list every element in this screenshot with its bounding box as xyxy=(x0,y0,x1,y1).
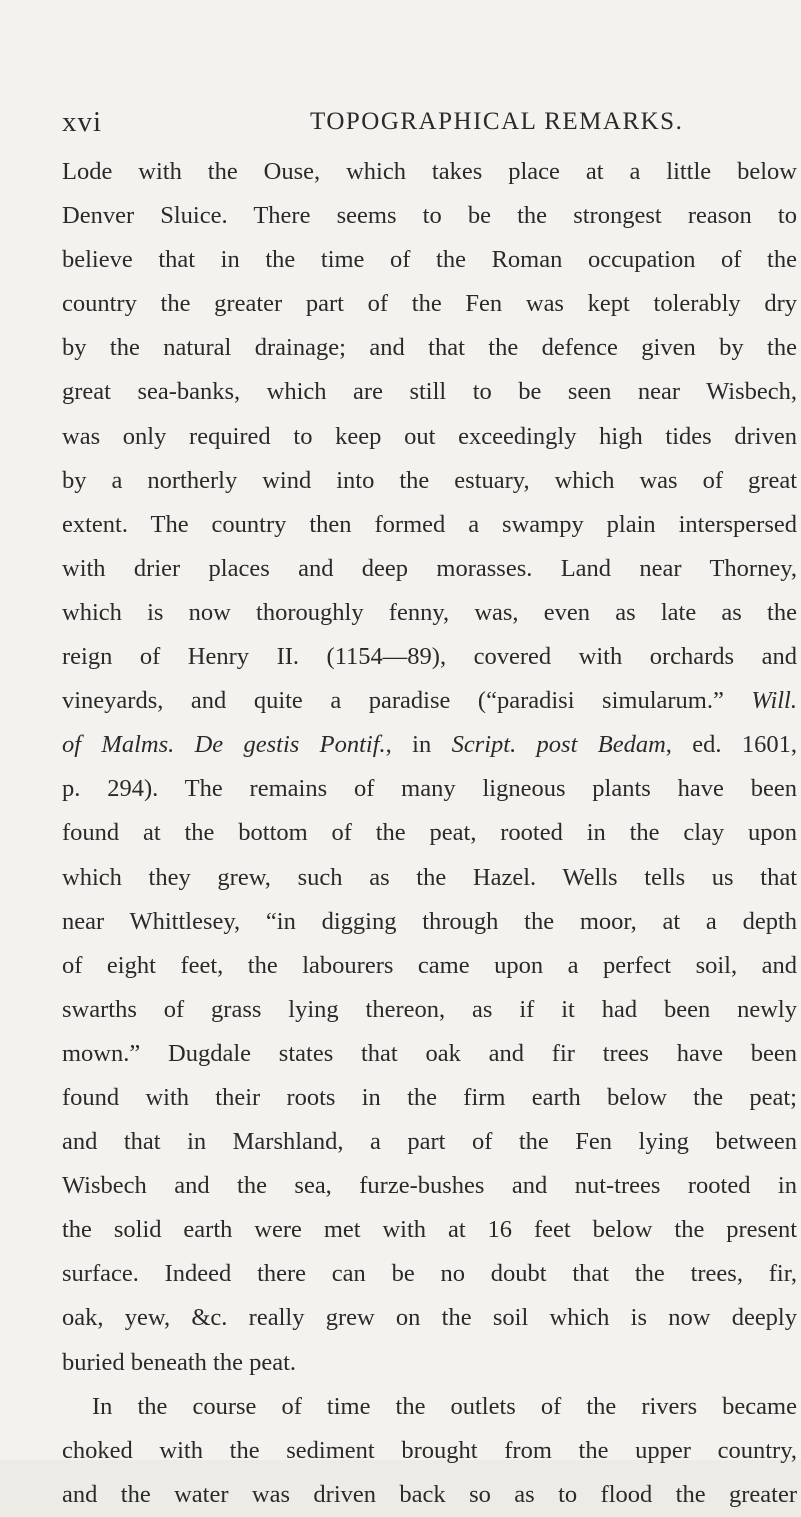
text-segment: vineyards, and quite a paradise (“paradisi simularum.” xyxy=(62,687,752,715)
text-line: surface. Indeed there can be no doubt that the trees, fir, xyxy=(62,1260,797,1288)
text-line: and that in Marshland, a part of the Fen lying between xyxy=(62,1128,797,1156)
text-line: found at the bottom of the peat, rooted in the clay upon xyxy=(62,819,797,847)
text-segment: , ed. 1601, xyxy=(665,731,797,759)
text-line: Lode with the Ouse, which takes place at a little below xyxy=(62,158,797,185)
text-line: country the greater part of the Fen was kept tolerably dry xyxy=(62,290,797,318)
text-line: of eight feet, the labourers came upon a perfect soil, and xyxy=(62,951,797,979)
text-line: extent. The country then formed a swampy plain interspersed xyxy=(62,510,797,538)
text-line xyxy=(62,723,797,767)
text-segment: , in xyxy=(385,731,452,759)
citation-italic: Will. xyxy=(751,687,797,715)
text-line: p. 294). The remains of many ligneous plants have been xyxy=(62,775,797,803)
page-number: xvi xyxy=(62,106,103,138)
citation-italic: Script. post Bedam xyxy=(451,731,666,759)
text-line: oak, yew, &c. really grew on the soil which is now deeply xyxy=(62,1304,797,1332)
text-line: choked with the sediment brought from the upper country, xyxy=(62,1436,797,1464)
text-line: swarths of grass lying thereon, as if it had been newly xyxy=(62,995,797,1023)
text-line: believe that in the time of the Roman occupation of the xyxy=(62,246,797,274)
text-line: the solid earth were met with at 16 feet below the present xyxy=(62,1216,797,1244)
text-line: mown.” Dugdale states that oak and fir trees have been xyxy=(62,1039,797,1067)
running-title: TOPOGRAPHICAL REMARKS. xyxy=(310,108,684,135)
text-line: with drier places and deep morasses. Land near Thorney, xyxy=(62,554,797,582)
body-text xyxy=(62,150,797,1517)
text-line: by a northerly wind into the estuary, which was of great xyxy=(62,466,797,494)
citation-italic: of Malms. De gestis Pontif. xyxy=(62,731,386,759)
text-line: which they grew, such as the Hazel. Wells tells us that xyxy=(62,863,797,891)
text-line: by the natural drainage; and that the defence given by the xyxy=(62,334,797,362)
text-line: found with their roots in the firm earth below the peat; xyxy=(62,1083,797,1111)
text-line: Wisbech and the sea, furze-bushes and nut-trees rooted in xyxy=(62,1172,797,1200)
text-line: great sea-banks, which are still to be seen near Wisbech, xyxy=(62,378,797,406)
running-head xyxy=(62,106,797,138)
text-line: which is now thoroughly fenny, was, even as late as the xyxy=(62,598,797,626)
text-line xyxy=(62,679,797,723)
text-line: near Whittlesey, “in digging through the moor, at a depth xyxy=(62,907,797,935)
text-line: and the water was driven back so as to flood the greater xyxy=(62,1480,797,1508)
text-line: Denver Sluice. There seems to be the strongest reason to xyxy=(62,202,797,230)
text-line: In the course of time the outlets of the rivers became xyxy=(92,1392,797,1420)
text-line: buried beneath the peat. xyxy=(62,1348,297,1376)
text-line: was only required to keep out exceedingly high tides driven xyxy=(62,422,797,450)
text-line: reign of Henry II. (1154—89), covered with orchards and xyxy=(62,643,797,671)
